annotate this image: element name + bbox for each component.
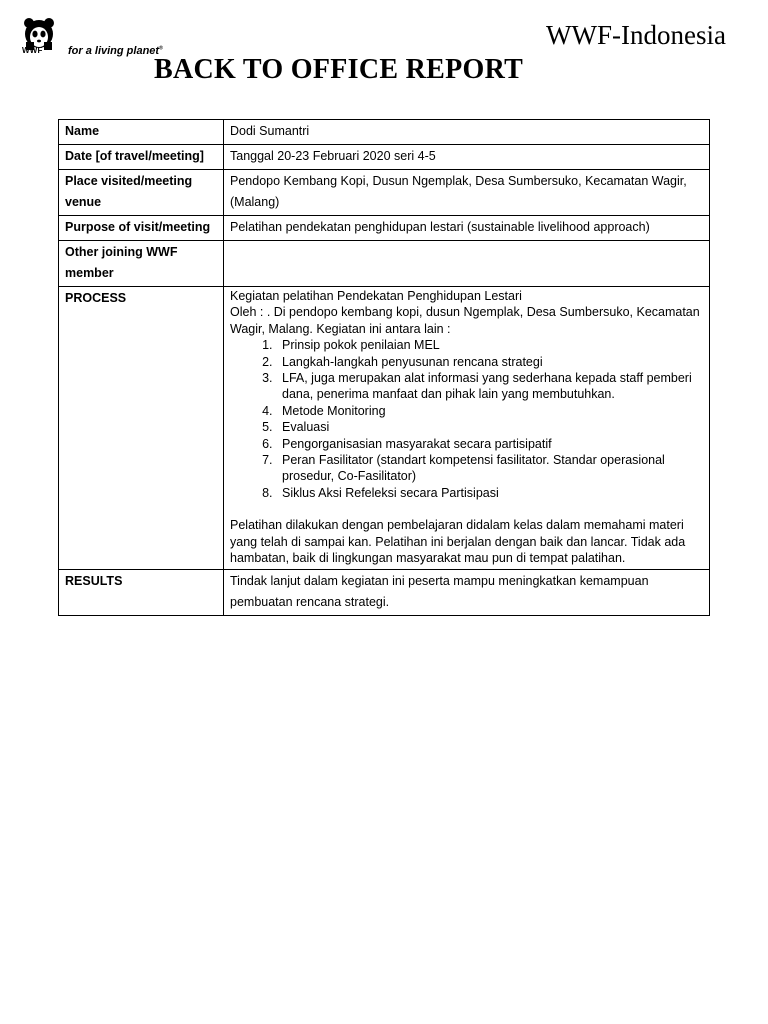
value-process bbox=[224, 287, 710, 570]
value-date: Tanggal 20-23 Februari 2020 seri 4-5 bbox=[224, 145, 710, 170]
label-place: Place visited/meeting venue bbox=[59, 170, 224, 216]
process-summary: Pelatihan dilakukan dengan pembelajaran didalam kelas dalam memahami materi yang telah di sampai kan. Pelatihan ini berjalan dengan baik dan lancar. Tidak ada hambatan, baik di lingkungan masyarakat mau pun di tempat palatihan. bbox=[230, 518, 686, 566]
tagline: for a living planet® bbox=[68, 45, 163, 57]
list-item: 8. Siklus Aksi Refeleksi secara Partisipasi bbox=[276, 485, 703, 501]
value-name: Dodi Sumantri bbox=[224, 120, 710, 145]
process-intro-1: Kegiatan pelatihan Pendekatan Penghidupan Lestari bbox=[230, 289, 522, 303]
list-item: 6. Pengorganisasian masyarakat secara partisipatif bbox=[276, 436, 703, 452]
process-intro-2: Oleh : . Di pendopo kembang kopi, dusun Ngemplak, Desa Sumbersuko, Kecamatan Wagir, Malang. Kegiatan ini antara lain : bbox=[230, 305, 700, 336]
list-item: 3. LFA, juga merupakan alat informasi yang sederhana kepada staff pemberi dana, penerima manfaat dan pihak lain yang membutuhkan. bbox=[276, 370, 703, 403]
label-process: PROCESS bbox=[59, 287, 224, 570]
page-title: BACK TO OFFICE REPORT bbox=[154, 54, 524, 85]
report-table bbox=[58, 119, 710, 616]
row-place bbox=[59, 170, 710, 216]
row-other-members bbox=[59, 241, 710, 287]
row-process bbox=[59, 287, 710, 570]
value-place: Pendopo Kembang Kopi, Dusun Ngemplak, Desa Sumbersuko, Kecamatan Wagir, (Malang) bbox=[224, 170, 710, 216]
list-item: 5. Evaluasi bbox=[276, 419, 703, 435]
list-item: 1. Prinsip pokok penilaian MEL bbox=[276, 337, 703, 353]
row-name bbox=[59, 120, 710, 145]
list-item: 4. Metode Monitoring bbox=[276, 403, 703, 419]
label-name: Name bbox=[59, 120, 224, 145]
value-purpose: Pelatihan pendekatan penghidupan lestari (sustainable livelihood approach) bbox=[224, 216, 710, 241]
label-results: RESULTS bbox=[59, 569, 224, 615]
value-other-members bbox=[224, 241, 710, 287]
logo-caption: WWF bbox=[22, 46, 43, 55]
label-other-members: Other joining WWF member bbox=[59, 241, 224, 287]
organization-name: WWF-Indonesia bbox=[546, 20, 726, 50]
value-results: Tindak lanjut dalam kegiatan ini peserta mampu meningkatkan kemampuan pembuatan rencana strategi. bbox=[224, 569, 710, 615]
row-date bbox=[59, 145, 710, 170]
list-item: 7. Peran Fasilitator (standart kompetensi fasilitator. Standar operasional prosedur, Co-Fasilitator) bbox=[276, 452, 703, 485]
label-date: Date [of travel/meeting] bbox=[59, 145, 224, 170]
process-list bbox=[230, 337, 703, 501]
list-item: 2. Langkah-langkah penyusunan rencana strategi bbox=[276, 354, 703, 370]
row-purpose bbox=[59, 216, 710, 241]
process-text bbox=[230, 288, 703, 567]
row-results bbox=[59, 569, 710, 615]
label-purpose: Purpose of visit/meeting bbox=[59, 216, 224, 241]
